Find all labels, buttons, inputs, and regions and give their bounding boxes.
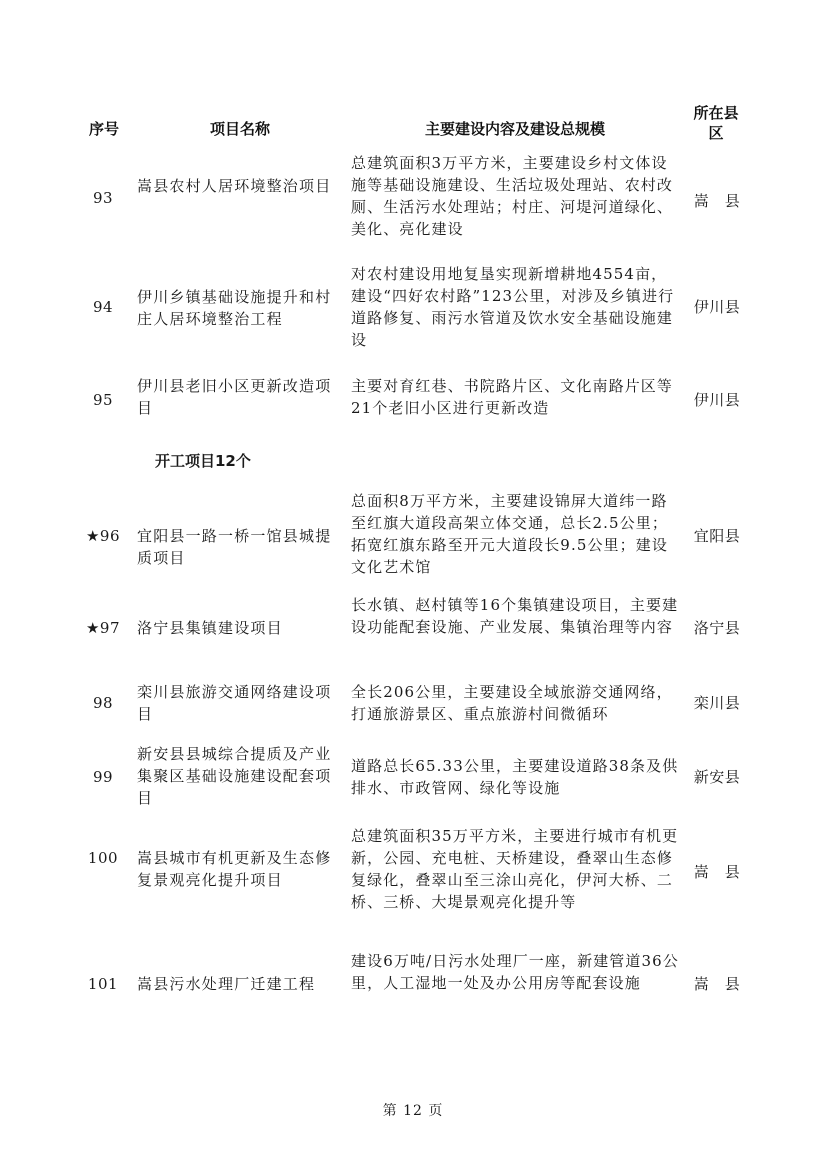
row-content: 对农村建设用地复垦实现新增耕地4554亩，建设“四好农村路”123公里，对涉及乡镇进行道路修复、雨污水管道及饮水安全基础设施建设	[351, 265, 675, 349]
row-county: 嵩 县	[693, 863, 741, 881]
row-seq: 99	[92, 768, 114, 786]
row-seq: 95	[92, 391, 114, 409]
row-seq: 93	[92, 189, 114, 207]
row-seq: ★96	[85, 527, 121, 545]
section-heading: 开工项目12个	[155, 452, 251, 470]
row-seq: 98	[92, 694, 114, 712]
row-project-name: 嵩县农村人居环境整治项目	[137, 177, 332, 195]
row-county: 栾川县	[693, 694, 741, 712]
row-seq: 100	[87, 849, 119, 867]
row-county: 新安县	[693, 768, 741, 786]
row-seq: 94	[92, 298, 114, 316]
row-content: 全长206公里，主要建设全域旅游交通网络，打通旅游景区、重点旅游村间微循环	[351, 683, 673, 723]
row-project-name: 宜阳县一路一桥一馆县城提质项目	[137, 527, 332, 567]
page-number: 第 12 页	[382, 1103, 444, 1119]
header-project-name: 项目名称	[209, 120, 270, 138]
row-project-name: 伊川乡镇基础设施提升和村庄人居环境整治工程	[137, 288, 332, 328]
row-county: 嵩 县	[693, 192, 741, 210]
row-content: 道路总长65.33公里，主要建设道路38条及供排水、市政管网、绿化等设施	[351, 757, 679, 797]
row-county: 伊川县	[693, 391, 741, 409]
row-project-name: 栾川县旅游交通网络建设项目	[137, 683, 332, 723]
row-project-name: 嵩县城市有机更新及生态修复景观亮化提升项目	[137, 849, 332, 889]
row-project-name: 新安县县城综合提质及产业集聚区基础设施建设配套项目	[137, 745, 332, 807]
row-content: 长水镇、赵村镇等16个集镇建设项目，主要建设功能配套设施、产业发展、集镇治理等内容	[351, 596, 679, 636]
header-county: 所在县区	[693, 104, 739, 142]
header-seq: 序号	[88, 120, 119, 138]
row-seq: 101	[87, 975, 119, 993]
row-county: 伊川县	[693, 298, 741, 316]
header-content: 主要建设内容及建设总规模	[424, 120, 605, 138]
row-content: 总建筑面积35万平方米，主要进行城市有机更新，公园、充电桩、天桥建设，叠翠山生态修复绿化，叠翠山至三涂山亮化，伊河大桥、二桥、三桥、大堤景观亮化提升等	[351, 827, 679, 911]
row-project-name: 嵩县污水处理厂迁建工程	[137, 975, 316, 993]
row-content: 总建筑面积3万平方米，主要建设乡村文体设施等基础设施建设、生活垃圾处理站、农村改厕、生活污水处理站；村庄、河堤河道绿化、美化、亮化建设	[351, 154, 674, 238]
row-content: 主要对育红巷、书院路片区、文化南路片区等21个老旧小区进行更新改造	[351, 377, 674, 417]
row-content: 建设6万吨/日污水处理厂一座，新建管道36公里，人工湿地一处及办公用房等配套设施	[351, 952, 679, 992]
row-county: 宜阳县	[693, 527, 741, 545]
row-seq: ★97	[85, 619, 121, 637]
row-county: 嵩 县	[693, 975, 741, 993]
row-project-name: 洛宁县集镇建设项目	[137, 619, 283, 637]
row-project-name: 伊川县老旧小区更新改造项目	[137, 377, 332, 417]
row-county: 洛宁县	[693, 619, 741, 637]
row-content: 总面积8万平方米，主要建设锦屏大道纬一路至红旗大道段高架立体交通，总长2.5公里；拓宽红旗东路至开元大道段长9.5公里；建设文化艺术馆	[351, 492, 668, 576]
